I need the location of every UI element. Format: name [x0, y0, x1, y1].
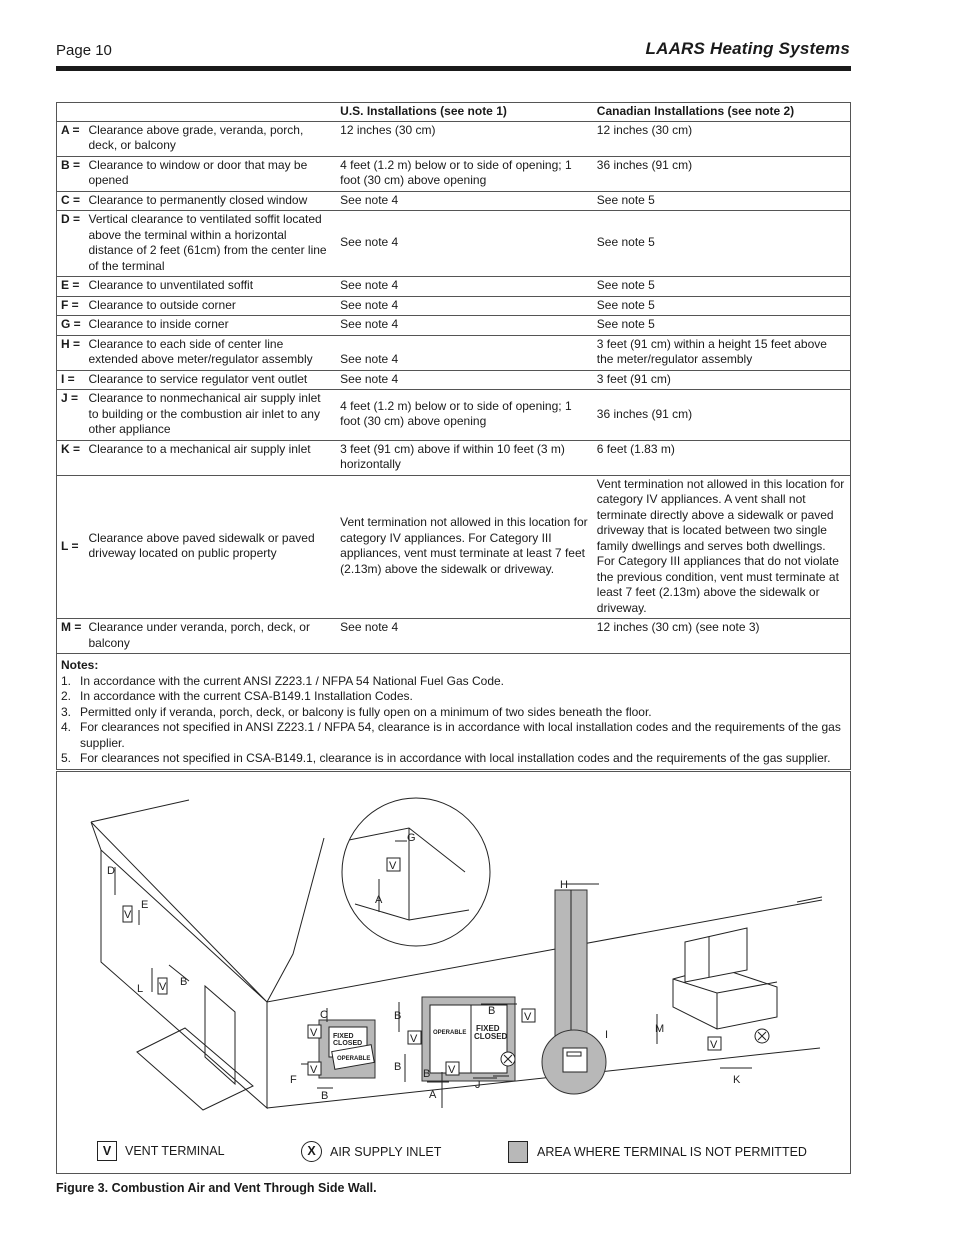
table-row: [57, 121, 851, 156]
row-desc: Vertical clearance to ventilated soffit located above the terminal within a horizontal distance of 2 feet (61cm) from the center line of the terminal: [84, 211, 336, 277]
row-key: E =: [57, 277, 85, 297]
air-inlet-icon: X: [301, 1141, 322, 1162]
label-b: B: [488, 1005, 496, 1017]
closed-label: CLOSED: [333, 1040, 363, 1047]
row-key: C =: [57, 191, 85, 211]
row-key: F =: [57, 296, 85, 316]
note-text: In accordance with the current ANSI Z223.1 / NFPA 54 National Fuel Gas Code.: [80, 673, 504, 688]
row-us: 4 feet (1.2 m) below or to side of opening; 1 foot (30 cm) above opening: [336, 390, 593, 441]
label-m: M: [655, 1023, 665, 1035]
row-ca: 6 feet (1.83 m): [593, 440, 851, 475]
figure-frame: [56, 771, 851, 1174]
vent-v: V: [524, 1011, 532, 1023]
not-permitted-swatch: [508, 1141, 528, 1163]
label-d: D: [107, 865, 115, 877]
header-ca: Canadian Installations (see note 2): [593, 103, 851, 122]
roof-ridge: [267, 838, 324, 1002]
operable-label: OPERABLE: [337, 1056, 371, 1062]
table-row: [57, 390, 851, 441]
row-key: J =: [57, 390, 85, 441]
house-diagram: [57, 772, 852, 1175]
row-desc: Clearance to permanently closed window: [84, 191, 336, 211]
side-door: [205, 986, 235, 1084]
label-b: B: [423, 1068, 431, 1080]
row-us: See note 4: [336, 277, 593, 297]
row-ca: See note 5: [593, 316, 851, 336]
label-g: G: [407, 832, 416, 844]
row-ca: 12 inches (30 cm) (see note 3): [593, 619, 851, 654]
row-desc: Clearance above grade, veranda, porch, deck, or balcony: [84, 121, 336, 156]
header-us: U.S. Installations (see note 1): [336, 103, 593, 122]
label-h: H: [560, 879, 568, 891]
note-item: [61, 689, 846, 705]
row-ca: See note 5: [593, 191, 851, 211]
table-row: [57, 156, 851, 191]
table-row: [57, 277, 851, 297]
note-item: [61, 674, 846, 690]
label-c: C: [320, 1009, 328, 1021]
note-text: For clearances not specified in ANSI Z223.1 / NFPA 54, clearance is in accordance with local installation codes and the requirements of the gas supplier.: [80, 720, 841, 750]
vent-v: V: [310, 1064, 318, 1076]
header-blank: [57, 103, 337, 122]
note-item: [61, 751, 846, 767]
label-b: B: [394, 1010, 402, 1022]
note-number: 3.: [61, 704, 72, 719]
notes-title: Notes:: [61, 658, 99, 672]
row-desc: Clearance to inside corner: [84, 316, 336, 336]
row-key: M =: [57, 619, 85, 654]
note-number: 5.: [61, 751, 72, 765]
row-us: See note 4: [336, 191, 593, 211]
legend-air: [301, 1141, 441, 1162]
clearance-table: [56, 102, 851, 770]
fixed-label: FIXED: [333, 1033, 354, 1040]
row-key: G =: [57, 316, 85, 336]
row-desc: Clearance above paved sidewalk or paved driveway located on public property: [84, 475, 336, 619]
table-row: [57, 475, 851, 619]
legend-vent-label: VENT TERMINAL: [125, 1144, 225, 1158]
row-desc: Clearance to window or door that may be opened: [84, 156, 336, 191]
table-row: [57, 370, 851, 390]
vent-v: V: [710, 1039, 718, 1051]
closed-label: CLOSED: [474, 1032, 508, 1041]
operable-label: OPERABLE: [433, 1030, 467, 1036]
row-us: Vent termination not allowed in this location for category IV appliances. For Category III appliances, vent must terminate at least 7 feet (2.13m) above the sidewalk or driveway.: [336, 475, 593, 619]
row-ca: Vent termination not allowed in this location for category IV appliances. A vent shall not terminate directly above a sidewalk or paved driveway that is located between two single family dwellings and serves both dwellings. For Category III appliances that do not violate the previous condition, vent must terminate at least 7 feet (2.13m) above the sidewalk or driveway.: [593, 475, 851, 619]
table-row: [57, 191, 851, 211]
row-us: See note 4: [336, 211, 593, 277]
row-ca: 3 feet (91 cm): [593, 370, 851, 390]
label-i: I: [605, 1029, 609, 1041]
sidewalk: [137, 1028, 253, 1110]
brand-title: LAARS Heating Systems: [645, 39, 850, 58]
notes-cell: [57, 654, 851, 770]
row-ca: See note 5: [593, 211, 851, 277]
table-row: [57, 335, 851, 370]
note-text: Permitted only if veranda, porch, deck, or balcony is fully open on a minimum of two sides beneath the floor.: [80, 704, 652, 719]
label-l: L: [137, 983, 144, 995]
label-k: K: [733, 1074, 741, 1086]
row-desc: Clearance to nonmechanical air supply inlet to building or the combustion air inlet to any other appliance: [84, 390, 336, 441]
row-key: K =: [57, 440, 85, 475]
row-us: See note 4: [336, 316, 593, 336]
row-ca: 36 inches (91 cm): [593, 156, 851, 191]
row-key: A =: [57, 121, 85, 156]
note-number: 1.: [61, 673, 72, 688]
table-row: [57, 211, 851, 277]
row-desc: Clearance to outside corner: [84, 296, 336, 316]
table-row: [57, 296, 851, 316]
label-b: B: [321, 1090, 329, 1102]
note-number: 2.: [61, 689, 72, 703]
row-ca: 3 feet (91 cm) within a height 15 feet above the meter/regulator assembly: [593, 335, 851, 370]
row-key: I =: [57, 370, 85, 390]
figure-caption: Figure 3. Combustion Air and Vent Through Side Wall.: [56, 1181, 377, 1195]
vent-v: V: [310, 1027, 318, 1039]
row-us: See note 4: [336, 619, 593, 654]
row-key: B =: [57, 156, 85, 191]
vent-terminal-icon: V: [97, 1141, 117, 1161]
row-key: D =: [57, 211, 85, 277]
label-a: A: [375, 894, 383, 906]
row-key: H =: [57, 335, 85, 370]
row-us: See note 4: [336, 370, 593, 390]
inset-circle: [342, 798, 490, 946]
label-e: E: [141, 899, 149, 911]
note-item: [61, 720, 846, 751]
table-row: [57, 619, 851, 654]
note-text: For clearances not specified in CSA-B149.1, clearance is in accordance with local installation codes and the requirements of the gas supplier.: [80, 751, 831, 765]
label-a: A: [429, 1089, 437, 1101]
row-desc: Clearance to service regulator vent outlet: [84, 370, 336, 390]
legend-area: [508, 1141, 807, 1163]
row-ca: See note 5: [593, 277, 851, 297]
row-us: 3 feet (91 cm) above if within 10 feet (3 m) horizontally: [336, 440, 593, 475]
table-header-row: [57, 103, 851, 122]
header-rule: [56, 66, 851, 71]
row-ca: See note 5: [593, 296, 851, 316]
vent-v: V: [124, 909, 132, 921]
fixed-label: FIXED: [476, 1024, 500, 1033]
notes-row: [57, 654, 851, 770]
row-us: 12 inches (30 cm): [336, 121, 593, 156]
vent-v: V: [389, 860, 397, 872]
note-text: In accordance with the current CSA-B149.1 Installation Codes.: [80, 689, 413, 703]
label-j: J: [475, 1079, 481, 1091]
legend-area-label: AREA WHERE TERMINAL IS NOT PERMITTED: [537, 1145, 807, 1159]
row-us: 4 feet (1.2 m) below or to side of opening; 1 foot (30 cm) above opening: [336, 156, 593, 191]
row-us: See note 4: [336, 335, 593, 370]
label-b: B: [394, 1061, 402, 1073]
air-inlets: [501, 1029, 769, 1066]
row-ca: 36 inches (91 cm): [593, 390, 851, 441]
note-number: 4.: [61, 720, 72, 734]
table-row: [57, 440, 851, 475]
legend-air-label: AIR SUPPLY INLET: [330, 1144, 442, 1159]
row-us: See note 4: [336, 296, 593, 316]
vent-v: V: [159, 981, 167, 993]
row-desc: Clearance under veranda, porch, deck, or balcony: [84, 619, 336, 654]
legend-vent: [97, 1141, 225, 1161]
label-f: F: [290, 1074, 297, 1086]
table-row: [57, 316, 851, 336]
page-number: Page 10: [56, 42, 112, 59]
roof-end: [797, 897, 822, 902]
label-b: B: [180, 976, 188, 988]
row-desc: Clearance to unventilated soffit: [84, 277, 336, 297]
row-ca: 12 inches (30 cm): [593, 121, 851, 156]
row-key: L =: [57, 475, 85, 619]
vent-v: V: [448, 1064, 456, 1076]
row-desc: Clearance to each side of center line extended above meter/regulator assembly: [84, 335, 336, 370]
vent-v: V: [410, 1033, 418, 1045]
row-desc: Clearance to a mechanical air supply inlet: [84, 440, 336, 475]
note-item: [61, 705, 846, 721]
